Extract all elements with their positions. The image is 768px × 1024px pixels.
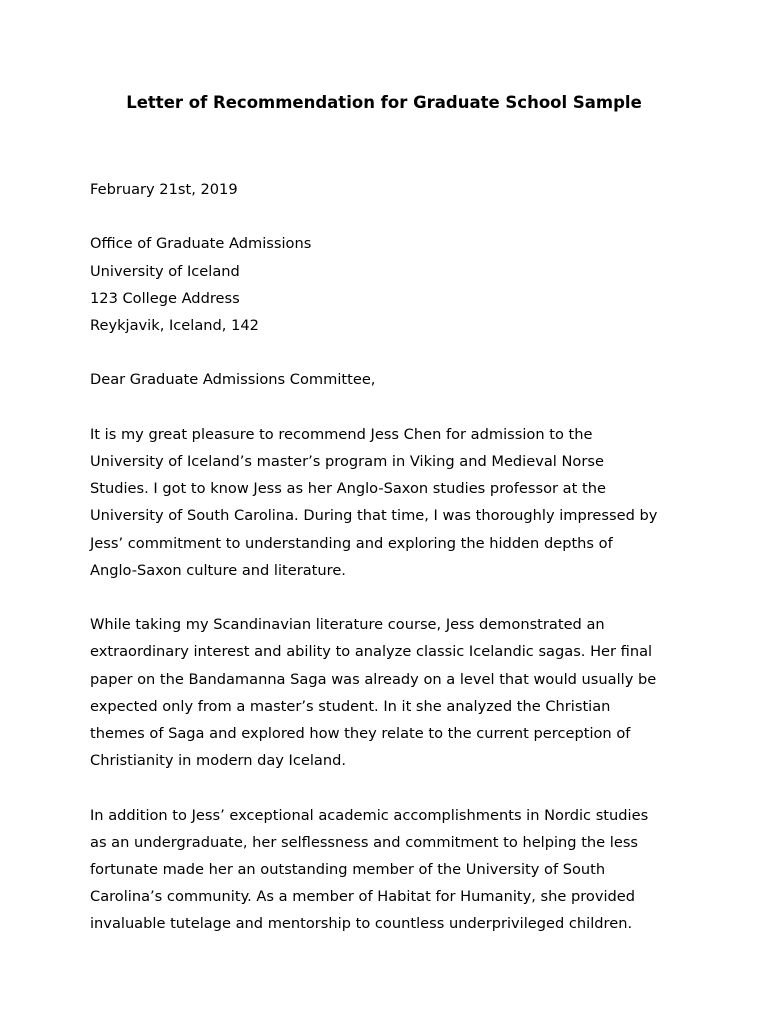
paragraph-line: While taking my Scandinavian literature course, Jess demonstrated an bbox=[90, 616, 605, 634]
paragraph-line: extraordinary interest and ability to analyze classic Icelandic sagas. Her final bbox=[90, 643, 653, 661]
paragraph-line: Christianity in modern day Iceland. bbox=[90, 752, 347, 770]
paragraph-line: Studies. I got to know Jess as her Anglo-Saxon studies professor at the bbox=[90, 480, 606, 498]
letter-date-block bbox=[90, 176, 690, 203]
address-line: Office of Graduate Admissions bbox=[90, 235, 312, 253]
paragraph-line: invaluable tutelage and mentorship to countless underprivileged children. bbox=[90, 915, 633, 933]
paragraph-line: Jess’ commitment to understanding and exploring the hidden depths of bbox=[90, 534, 613, 552]
salutation-block bbox=[90, 366, 690, 393]
paragraph-line: paper on the Bandamanna Saga was already on a level that would usually be bbox=[90, 670, 657, 688]
paragraph-2 bbox=[90, 611, 690, 774]
letter-body bbox=[90, 176, 690, 938]
recipient-address bbox=[90, 230, 690, 339]
paragraph-line: themes of Saga and explored how they relate to the current perception of bbox=[90, 725, 631, 742]
paragraph-line: as an undergraduate, her selflessness and commitment to helping the less bbox=[90, 833, 639, 851]
address-line: Reykjavik, Iceland, 142 bbox=[90, 317, 259, 334]
address-line: University of Iceland bbox=[90, 262, 240, 280]
paragraph-line: University of South Carolina. During that time, I was thoroughly impressed by bbox=[90, 507, 658, 525]
paragraph-3 bbox=[90, 802, 690, 938]
paragraph-1 bbox=[90, 421, 690, 584]
paragraph-line: University of Iceland’s master’s program in Viking and Medieval Norse bbox=[90, 452, 604, 470]
document-title: Letter of Recommendation for Graduate School Sample bbox=[126, 93, 642, 112]
paragraph-line: In addition to Jess’ exceptional academic accomplishments in Nordic studies bbox=[90, 806, 649, 824]
paragraph-line: It is my great pleasure to recommend Jess Chen for admission to the bbox=[90, 425, 593, 443]
salutation: Dear Graduate Admissions Committee, bbox=[90, 371, 376, 389]
paragraph-line: Carolina’s community. As a member of Habitat for Humanity, she provided bbox=[90, 888, 636, 906]
address-line: 123 College Address bbox=[90, 289, 240, 307]
paragraph-line: Anglo-Saxon culture and literature. bbox=[90, 561, 346, 579]
paragraph-line: fortunate made her an outstanding member of the University of South bbox=[90, 861, 606, 878]
paragraph-line: expected only from a master’s student. In it she analyzed the Christian bbox=[90, 697, 611, 715]
letter-date: February 21st, 2019 bbox=[90, 181, 238, 198]
